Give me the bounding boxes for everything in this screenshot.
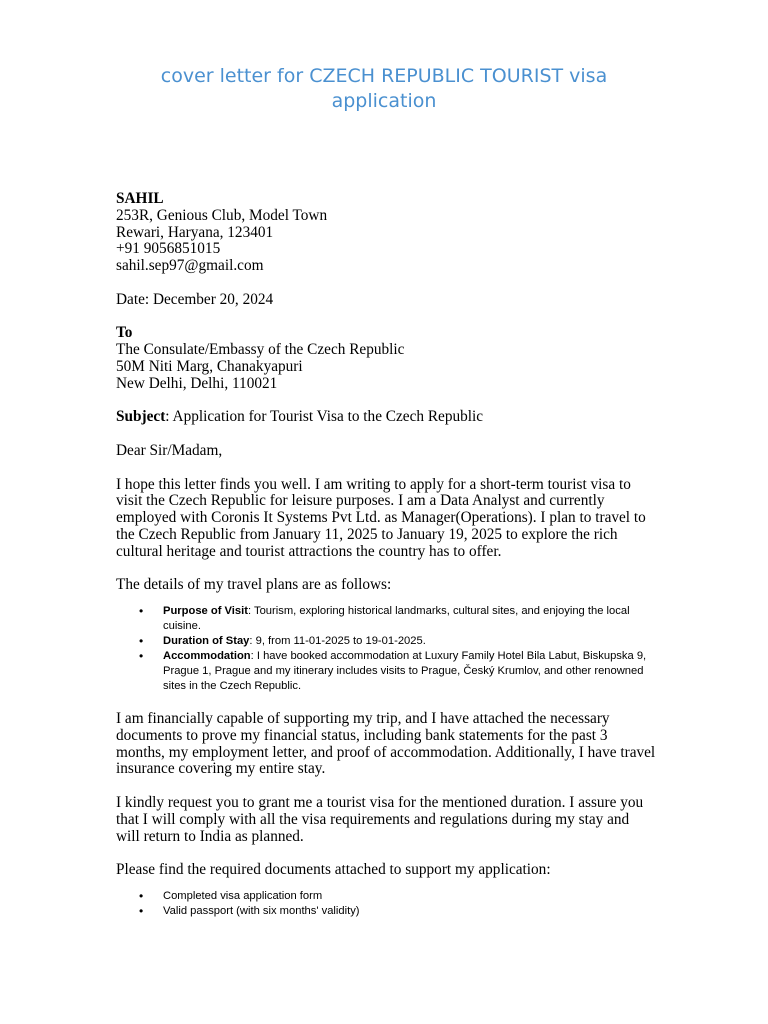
subject-line	[116, 409, 656, 426]
documents-list	[116, 889, 656, 919]
subject-label: Subject	[116, 408, 166, 426]
paragraph-financial: I am financially capable of supporting my trip, and I have attached the necessary documents to prove my financial status, including bank statements for the past 3 months, my employment letter, and proof of accommodation. Additionally, I have travel insurance covering my entire stay.	[116, 709, 656, 778]
recipient-block	[116, 325, 656, 392]
travel-details-list	[116, 604, 656, 694]
letter-body	[116, 191, 656, 919]
documents-intro: Please find the required documents attached to support my application:	[116, 861, 551, 879]
detail-label: Purpose of Visit	[163, 605, 248, 618]
sender-block	[116, 191, 656, 275]
salutation: Dear Sir/Madam,	[116, 441, 223, 459]
list-item	[163, 649, 656, 694]
detail-text: : I have booked accommodation at Luxury Family Hotel Bila Labut, Biskupska 9, Prague 1, Prague and my itinerary includes visits to Prague, Český Krumlov, and other renowned sites in the Czech Republic.	[163, 650, 647, 693]
subject-text: : Application for Tourist Visa to the Czech Republic	[165, 408, 484, 426]
sender-address-line-1: 253R, Genious Club, Model Town	[116, 206, 328, 224]
document-title: cover letter for CZECH REPUBLIC TOURIST visa application	[160, 65, 608, 112]
details-intro: The details of my travel plans are as follows:	[116, 576, 392, 594]
letter-date: Date: December 20, 2024	[116, 290, 274, 308]
detail-label: Accommodation	[163, 650, 251, 663]
sender-name: SAHIL	[116, 190, 164, 207]
detail-text: : 9, from 11-01-2025 to 19-01-2025.	[249, 635, 426, 648]
paragraph-request: I kindly request you to grant me a tourist visa for the mentioned duration. I assure you that I will comply with all the visa requirements and regulations during my stay and will return to India as planned.	[116, 793, 644, 845]
detail-text: : Tourism, exploring historical landmarks, cultural sites, and enjoying the local cuisine.	[163, 605, 630, 633]
list-item: • Valid passport (with six months' validity)	[163, 904, 656, 919]
recipient-line-1: The Consulate/Embassy of the Czech Republic	[116, 341, 405, 359]
list-item	[163, 604, 656, 634]
recipient-line-2: 50M Niti Marg, Chanakyapuri	[116, 357, 303, 375]
sender-phone: +91 9056851015	[116, 240, 221, 258]
sender-email: sahil.sep97@gmail.com	[116, 257, 264, 275]
recipient-to-label: To	[116, 324, 133, 342]
list-item	[163, 634, 656, 649]
detail-label: Duration of Stay	[163, 635, 250, 648]
list-item: • Completed visa application form	[163, 889, 656, 904]
recipient-line-3: New Delhi, Delhi, 110021	[116, 374, 278, 392]
sender-address-line-2: Rewari, Haryana, 123401	[116, 223, 274, 241]
paragraph-intro: I hope this letter finds you well. I am writing to apply for a short-term tourist visa to visit the Czech Republic for leisure purposes. I am a Data Analyst and currently employed with Coronis It Systems Pvt Ltd. as Manager(Operations). I plan to travel to the Czech Republic from January 11, 2025 to January 19, 2025 to explore the rich cultural heritage and tourist attractions the country has to offer.	[116, 475, 646, 560]
